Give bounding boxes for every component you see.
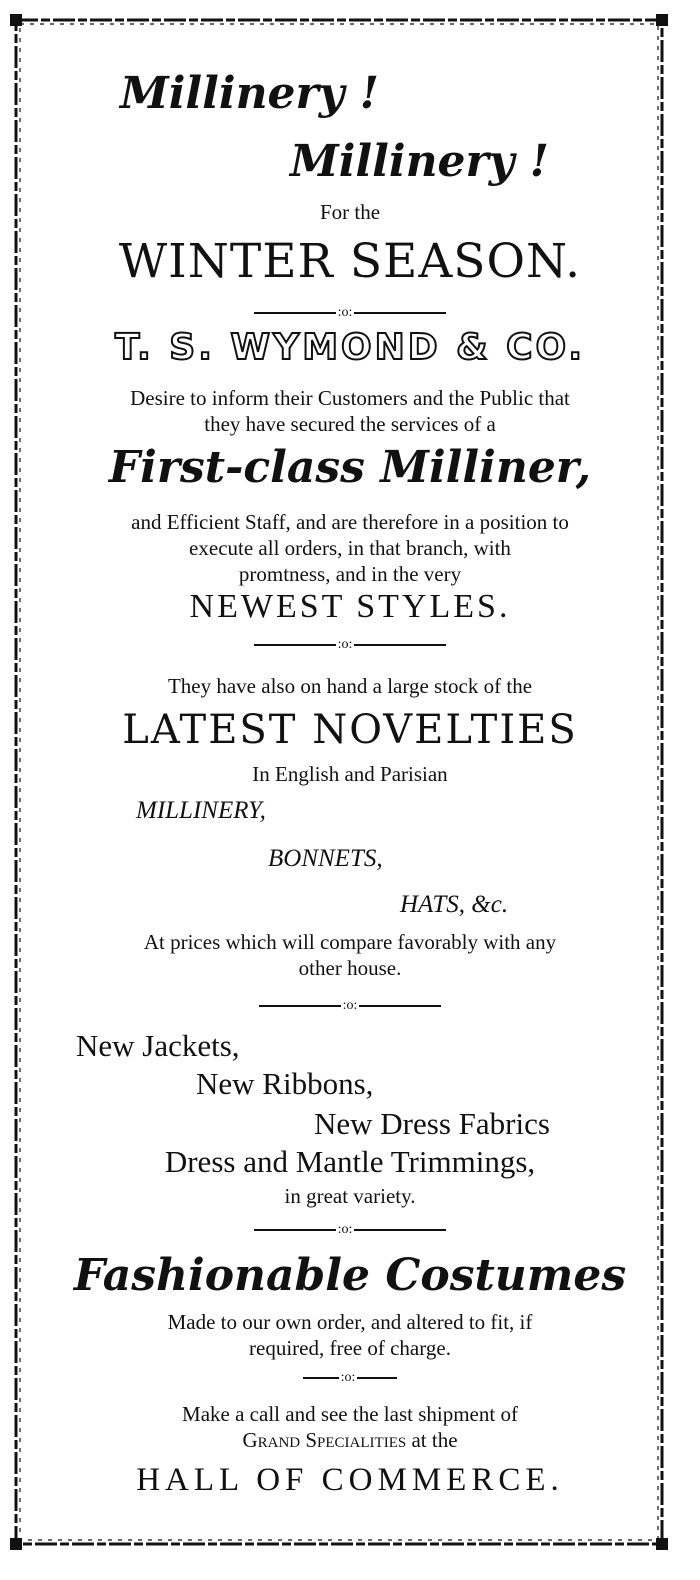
fashionable-costumes-heading: Fashionable Costumes	[73, 1250, 627, 1301]
for-the-text: For the	[319, 200, 381, 224]
intro-line-2: they have secured the services of a	[204, 412, 496, 436]
item-bonnets: BONNETS,	[268, 845, 383, 872]
closing-at-the: at the	[406, 1428, 458, 1452]
stock-intro: They have also on hand a large stock of the	[167, 674, 533, 698]
prices-line-1: At prices which will compare favorably with any	[143, 930, 557, 954]
prices-line-2: other house.	[298, 956, 402, 980]
intro-line-1: Desire to inform their Customers and the Public that	[130, 386, 570, 410]
headline-millinery-2: Millinery !	[290, 136, 549, 187]
winter-season-heading: WINTER SEASON.	[118, 234, 582, 289]
great-variety-text: in great variety.	[284, 1184, 416, 1208]
separator: :o:	[0, 637, 700, 653]
goods-dress-trimmings: Dress and Mantle Trimmings,	[164, 1144, 536, 1179]
separator: :o:	[0, 305, 700, 321]
closing-line-2	[0, 1430, 700, 1451]
separator: :o:	[0, 1370, 700, 1386]
newest-styles-heading: NEWEST STYLES.	[189, 588, 511, 625]
headline-millinery-1: Millinery !	[120, 68, 379, 119]
firm-name: T. S. WYMOND & CO.	[114, 327, 586, 368]
milliner-line-3: promtness, and in the very	[238, 562, 462, 586]
costumes-line-1: Made to our own order, and altered to fit, if	[167, 1310, 533, 1334]
costumes-line-2: required, free of charge.	[249, 1336, 451, 1360]
english-parisian-text: In English and Parisian	[252, 762, 448, 786]
hall-of-commerce-heading: HALL OF COMMERCE.	[136, 1462, 564, 1498]
item-hats: HATS, &c.	[400, 891, 509, 918]
goods-new-ribbons: New Ribbons,	[196, 1066, 374, 1101]
goods-new-jackets: New Jackets,	[76, 1028, 240, 1063]
item-millinery: MILLINERY,	[136, 797, 266, 824]
grand-specialities-text: Grand Specialities	[242, 1428, 407, 1452]
milliner-line-1: and Efficient Staff, and are therefore in a position to	[131, 510, 569, 534]
first-class-milliner-heading: First-class Milliner,	[108, 442, 592, 493]
milliner-line-2: execute all orders, in that branch, with	[189, 536, 511, 560]
latest-novelties-heading: LATEST NOVELTIES	[122, 707, 578, 753]
separator: :o:	[0, 998, 700, 1014]
closing-line-1: Make a call and see the last shipment of	[182, 1402, 518, 1426]
separator: :o:	[0, 1222, 700, 1238]
goods-new-dress-fabrics: New Dress Fabrics	[314, 1106, 550, 1141]
